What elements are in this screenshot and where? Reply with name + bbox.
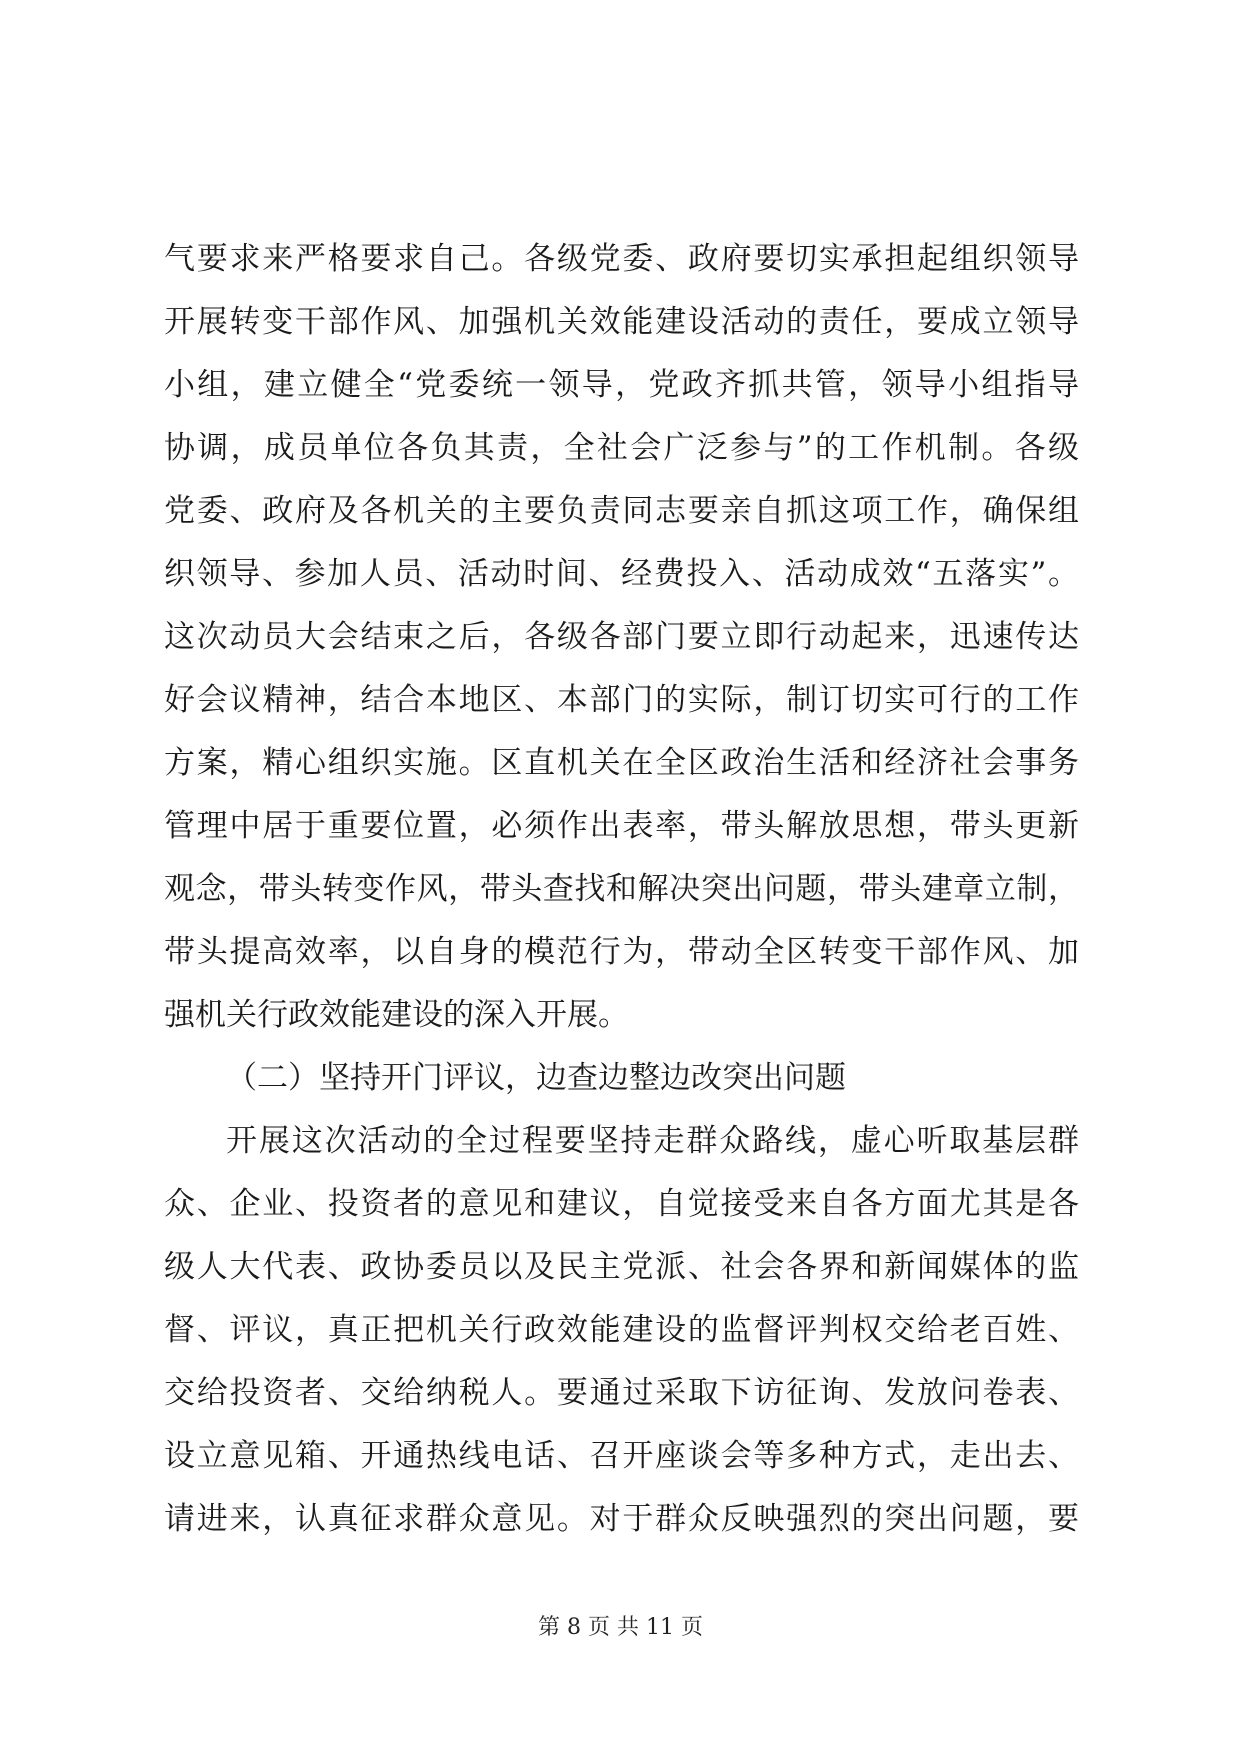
paragraph-line: 织领导、参加人员、活动时间、经费投入、活动成效“五落实”。 <box>164 556 1079 592</box>
body-text <box>164 228 1079 1551</box>
paragraph-line: 请进来，认真征求群众意见。对于群众反映强烈的突出问题，要 <box>164 1501 1079 1537</box>
paragraph-line: 督、评议，真正把机关行政效能建设的监督评判权交给老百姓、 <box>164 1312 1079 1348</box>
section-heading: （二）坚持开门评议，边查边整边改突出问题 <box>226 1060 846 1096</box>
paragraph-line: 协调，成员单位各负其责，全社会广泛参与”的工作机制。各级 <box>164 430 1079 466</box>
paragraph-line: 观念，带头转变作风，带头查找和解决突出问题，带头建章立制， <box>164 871 1079 907</box>
paragraph-line: 设立意见箱、开通热线电话、召开座谈会等多种方式，走出去、 <box>164 1438 1079 1474</box>
paragraph-line: 党委、政府及各机关的主要负责同志要亲自抓这项工作，确保组 <box>164 493 1079 529</box>
paragraph-line: 带头提高效率，以自身的模范行为，带动全区转变干部作风、加 <box>164 934 1079 970</box>
paragraph-line: 强机关行政效能建设的深入开展。 <box>164 997 629 1033</box>
paragraph-line: 级人大代表、政协委员以及民主党派、社会各界和新闻媒体的监 <box>164 1249 1079 1285</box>
page-footer <box>0 1610 1241 1641</box>
paragraph-line: 好会议精神，结合本地区、本部门的实际，制订切实可行的工作 <box>164 682 1079 718</box>
paragraph-line: 管理中居于重要位置，必须作出表率，带头解放思想，带头更新 <box>164 808 1079 844</box>
paragraph-line: 方案，精心组织实施。区直机关在全区政治生活和经济社会事务 <box>164 745 1079 781</box>
paragraph-line: 小组，建立健全“党委统一领导，党政齐抓共管，领导小组指导 <box>164 367 1079 403</box>
paragraph-line: 开展转变干部作风、加强机关效能建设活动的责任，要成立领导 <box>164 304 1079 340</box>
paragraph-line: 这次动员大会结束之后，各级各部门要立即行动起来，迅速传达 <box>164 619 1079 655</box>
paragraph-line: 气要求来严格要求自己。各级党委、政府要切实承担起组织领导 <box>164 241 1079 277</box>
page-number: 第 8 页 共 11 页 <box>538 1615 703 1640</box>
paragraph-line: 交给投资者、交给纳税人。要通过采取下访征询、发放问卷表、 <box>164 1375 1079 1411</box>
paragraph-line: 开展这次活动的全过程要坚持走群众路线，虚心听取基层群 <box>226 1123 1079 1159</box>
paragraph-line: 众、企业、投资者的意见和建议，自觉接受来自各方面尤其是各 <box>164 1186 1079 1222</box>
